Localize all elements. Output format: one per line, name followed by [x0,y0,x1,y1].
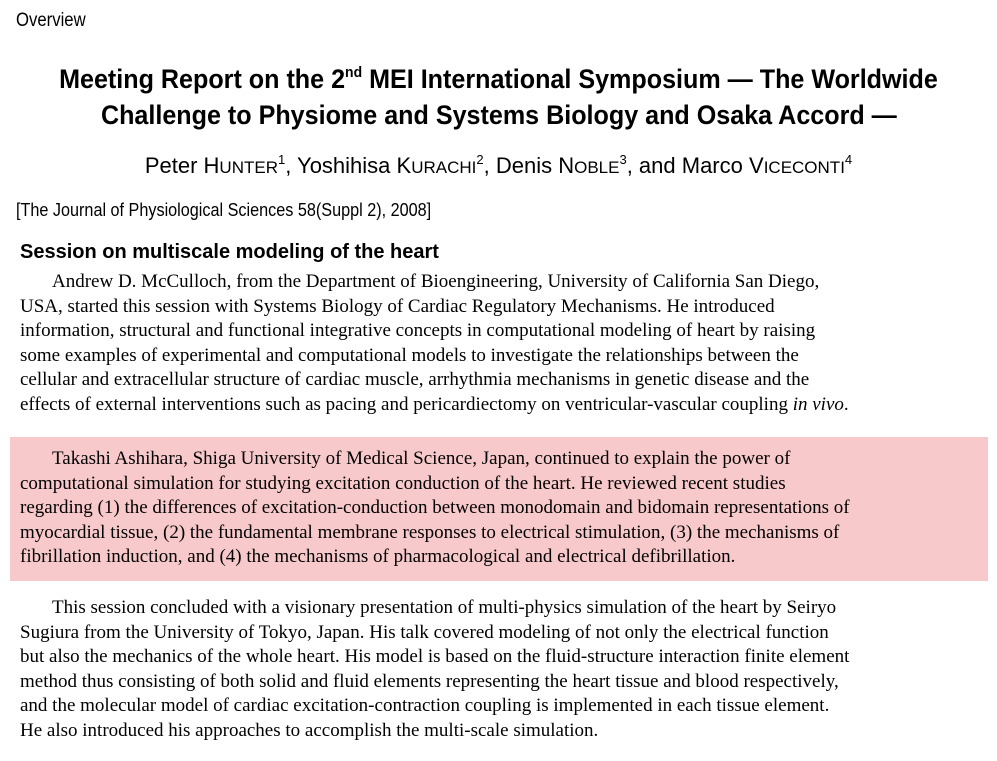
journal-citation: [The Journal of Physiological Sciences 58(Suppl 2), 2008] [16,200,432,220]
author-last-initial: V [749,153,764,178]
author-affiliation: 1 [277,152,286,167]
author-first-name: Marco [681,153,749,178]
paragraph-line: information, structural and functional integrative concepts in computational modeling of heart by raising [20,320,816,342]
paragraph-line [20,393,849,418]
author-last-rest: URACHI [411,158,477,177]
author-separator: , [285,153,298,178]
author-separator: , [483,153,496,178]
title-ordinal-suffix: nd [345,64,363,81]
paragraph-line: computational simulation for studying excitation conduction of the heart. He reviewed recent studies [20,472,786,494]
paragraph-mcculloch [20,270,849,418]
author-separator: , and [626,153,682,178]
author [145,153,285,178]
title-line-2 [0,97,997,133]
author [496,153,627,178]
paragraph-line: but also the mechanics of the whole heart. His model is based on the fluid-structure interaction finite element [20,646,850,668]
paragraph-line-text: effects of external interventions such as pacing and pericardiectomy on ventricular-vascular coupling [20,393,793,415]
author-affiliation: 4 [844,152,853,167]
author-first-name: Denis [495,153,559,178]
paragraph-line: myocardial tissue, (2) the fundamental membrane responses to electrical stimulation, (3) the mechanisms of [20,521,840,543]
author-affiliation: 2 [476,152,484,167]
italic-term: in vivo [792,393,844,415]
author-last-rest: UNTER [219,158,278,177]
paragraph-line: Andrew D. McCulloch, from the Department of Bioengineering, University of California San Diego, [52,271,820,292]
author [297,153,484,178]
paragraph-line: Sugiura from the University of Tokyo, Japan. His talk covered modeling of not only the electrical function [20,621,829,643]
paragraph-line-end: . [843,393,849,415]
title-line-1-end: MEI International Symposium — The Worldwide [362,64,938,94]
paragraph-sugiura [20,596,849,744]
author-list [0,153,997,179]
author [682,153,852,178]
overview-label: Overview [16,10,86,31]
author-last-initial: H [203,153,220,178]
section-heading: Session on multiscale modeling of the heart [20,241,439,263]
paragraph-line: This session concluded with a visionary presentation of multi-physics simulation of the heart by Seiryo [52,597,837,618]
paragraph-line: method thus consisting of both solid and fluid elements representing the heart tissue and blood respectively, [20,670,839,692]
paragraph-line: cellular and extracellular structure of cardiac muscle, arrhythmia mechanisms in genetic disease and the [20,369,810,391]
author-last-rest: OBLE [574,158,620,177]
paragraph-line: and the molecular model of cardiac excitation-contraction coupling is implemented in each tissue element. [20,695,830,717]
paragraph-ashihara-highlighted [20,447,850,570]
author-first-name: Peter [144,153,204,178]
title-line-1-start: Meeting Report on the 2 [59,64,346,94]
author-last-initial: K [396,153,412,178]
title-line-2-text: Challenge to Physiome and Systems Biology and Osaka Accord — [100,100,897,130]
author-affiliation: 3 [619,152,627,167]
title-line-1 [0,61,997,97]
author-last-rest: ICECONTI [763,158,845,177]
paragraph-line: USA, started this session with Systems Biology of Cardiac Regulatory Mechanisms. He introduced [20,295,775,317]
author-first-name: Yoshihisa [297,153,397,178]
paragraph-line: some examples of experimental and computational models to investigate the relationships between the [20,344,799,366]
paragraph-line: regarding (1) the differences of excitation-conduction between monodomain and bidomain representations of [20,497,850,519]
paragraph-line: He also introduced his approaches to accomplish the multi-scale simulation. [20,719,599,741]
paragraph-line: fibrillation induction, and (4) the mechanisms of pharmacological and electrical defibrillation. [20,546,736,568]
paragraph-line: Takashi Ashihara, Shiga University of Medical Science, Japan, continued to explain the power of [52,448,791,469]
author-last-initial: N [558,153,575,178]
page-title [0,61,997,133]
